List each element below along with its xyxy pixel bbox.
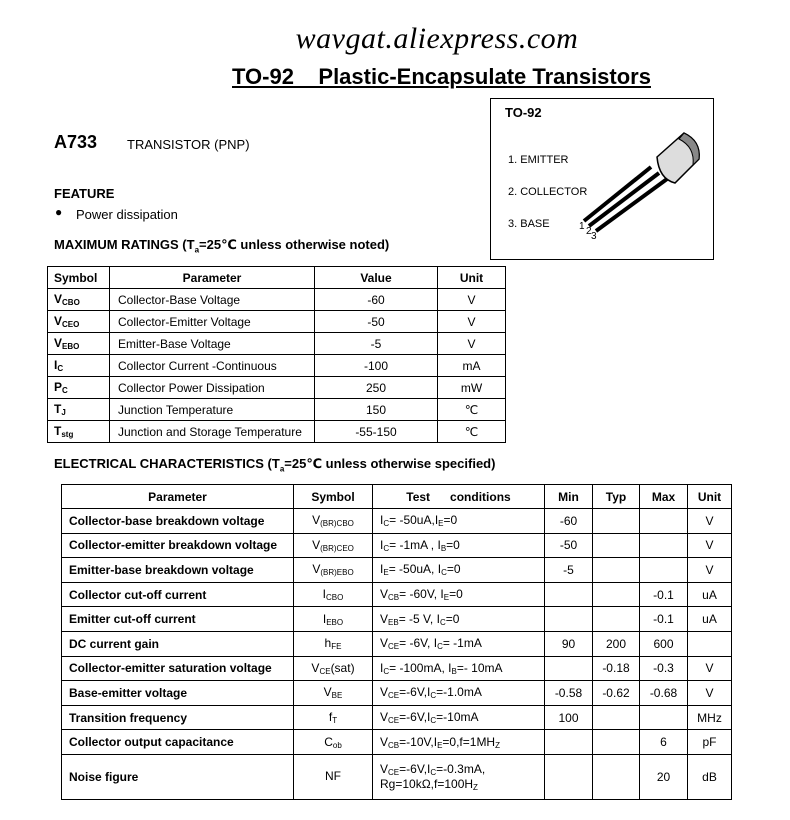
min-cell — [545, 754, 593, 799]
table-header-row — [62, 485, 732, 509]
conditions-cell: $V_{EB}= -5$ V, $I_C=0$ — [373, 607, 545, 632]
min-cell: -0.58 — [545, 681, 593, 706]
package-name: TO-92 — [505, 105, 542, 120]
parameter-cell: Emitter-base breakdown voltage — [62, 558, 294, 583]
max-cell — [640, 705, 688, 730]
parameter-cell: Collector-base breakdown voltage — [62, 509, 294, 534]
col-header: Unit — [688, 485, 732, 509]
typ-cell — [593, 582, 640, 607]
max-cell: 6 — [640, 730, 688, 755]
min-cell: -5 — [545, 558, 593, 583]
symbol-cell: $V_{CBO}$ — [48, 289, 110, 311]
unit-cell: V — [688, 558, 732, 583]
part-number: A733 — [54, 132, 98, 152]
table-row — [62, 681, 732, 706]
typ-cell — [593, 509, 640, 534]
table-row — [62, 730, 732, 755]
pin-label-collector: 2. COLLECTOR — [508, 186, 588, 198]
value-cell: -60 — [315, 289, 438, 311]
typ-cell: 200 — [593, 631, 640, 656]
symbol-cell: $V_{EBO}$ — [48, 333, 110, 355]
max-ratings-table — [47, 266, 506, 443]
max-cell — [640, 533, 688, 558]
parameter-cell: Collector-Emitter Voltage — [110, 311, 315, 333]
table-row — [62, 509, 732, 534]
col-header: Parameter — [62, 485, 294, 509]
symbol-cell: $V_{CEO}$ — [48, 311, 110, 333]
col-header: Test conditions — [373, 485, 545, 509]
symbol-cell: $V_{(BR)CBO}$ — [294, 509, 373, 534]
table-row — [62, 582, 732, 607]
min-cell: 100 — [545, 705, 593, 730]
min-cell: -50 — [545, 533, 593, 558]
package-diagram-box — [490, 98, 714, 260]
col-header: Value — [315, 267, 438, 289]
min-cell — [545, 656, 593, 681]
parameter-cell: Base-emitter voltage — [62, 681, 294, 706]
unit-cell: uA — [688, 607, 732, 632]
unit-cell: V — [438, 311, 506, 333]
electrical-characteristics-table — [61, 484, 732, 800]
typ-cell: -0.18 — [593, 656, 640, 681]
conditions-cell: $I_C= -50uA,I_E=0$ — [373, 509, 545, 534]
conditions-cell: $I_C= -1mA$ , $I_B=0$ — [373, 533, 545, 558]
typ-cell — [593, 607, 640, 632]
typ-cell: -0.62 — [593, 681, 640, 706]
parameter-cell: Transition frequency — [62, 705, 294, 730]
table-row — [62, 533, 732, 558]
conditions-cell: $V_{CE}=-6V,I_C=-0.3mA$, $Rg=10k\Omega,f=100H_Z$ — [373, 754, 545, 799]
pin-number-1: 1 — [579, 221, 585, 232]
feature-heading: FEATURE — [54, 186, 115, 201]
table-row — [48, 311, 506, 333]
value-cell: -50 — [315, 311, 438, 333]
symbol-cell: $I_{CBO}$ — [294, 582, 373, 607]
unit-cell — [688, 631, 732, 656]
max-cell — [640, 509, 688, 534]
value-cell: 250 — [315, 377, 438, 399]
table-header-row — [48, 267, 506, 289]
conditions-cell: $V_{CE}=-6V,I_C=-1.0mA$ — [373, 681, 545, 706]
max-cell — [640, 558, 688, 583]
symbol-cell: $V_{CE}(sat)$ — [294, 656, 373, 681]
conditions-cell: $V_{CB}=-10V,I_E=0,f=1MH_Z$ — [373, 730, 545, 755]
typ-cell — [593, 754, 640, 799]
parameter-cell: Collector output capacitance — [62, 730, 294, 755]
pin-number-3: 3 — [591, 231, 597, 242]
unit-cell: mA — [438, 355, 506, 377]
min-cell: -60 — [545, 509, 593, 534]
parameter-cell: DC current gain — [62, 631, 294, 656]
col-header: Unit — [438, 267, 506, 289]
unit-cell: V — [688, 656, 732, 681]
unit-cell: uA — [688, 582, 732, 607]
unit-cell: ℃ — [438, 399, 506, 421]
parameter-cell: Collector-emitter breakdown voltage — [62, 533, 294, 558]
symbol-cell: $V_{(BR)CEO}$ — [294, 533, 373, 558]
parameter-cell: Collector cut-off current — [62, 582, 294, 607]
symbol-cell: NF — [294, 754, 373, 799]
table-row — [48, 289, 506, 311]
electrical-characteristics-heading: ELECTRICAL CHARACTERISTICS ($T_a=25℃$ unless otherwise specified) — [54, 456, 496, 474]
unit-cell: dB — [688, 754, 732, 799]
col-header: Symbol — [294, 485, 373, 509]
max-cell: -0.3 — [640, 656, 688, 681]
symbol-cell: $V_{BE}$ — [294, 681, 373, 706]
max-ratings-heading: MAXIMUM RATINGS ($T_a=25℃$ unless otherwise noted) — [54, 237, 390, 255]
watermark: wavgat.aliexpress.com — [295, 22, 579, 55]
feature-item: Power dissipation — [76, 207, 178, 222]
table-row — [62, 607, 732, 632]
table-row — [62, 558, 732, 583]
unit-cell: V — [438, 333, 506, 355]
parameter-cell: Noise figure — [62, 754, 294, 799]
max-cell: -0.1 — [640, 607, 688, 632]
unit-cell: pF — [688, 730, 732, 755]
table-row — [48, 421, 506, 443]
symbol-cell: $I_C$ — [48, 355, 110, 377]
col-header: Symbol — [48, 267, 110, 289]
min-cell: 90 — [545, 631, 593, 656]
value-cell: -55-150 — [315, 421, 438, 443]
table-row — [48, 333, 506, 355]
col-header: Typ — [593, 485, 640, 509]
typ-cell — [593, 730, 640, 755]
parameter-cell: Emitter-Base Voltage — [110, 333, 315, 355]
min-cell — [545, 607, 593, 632]
pin-label-emitter: 1. EMITTER — [508, 154, 569, 166]
unit-cell: V — [688, 681, 732, 706]
unit-cell: V — [438, 289, 506, 311]
max-cell: 600 — [640, 631, 688, 656]
symbol-cell: $P_C$ — [48, 377, 110, 399]
table-row — [62, 656, 732, 681]
symbol-cell: $T_{stg}$ — [48, 421, 110, 443]
transistor-package-icon — [579, 127, 709, 247]
part-description: TRANSISTOR (PNP) — [127, 137, 250, 152]
table-row — [62, 754, 732, 799]
parameter-cell: Collector-Base Voltage — [110, 289, 315, 311]
typ-cell — [593, 533, 640, 558]
value-cell: -100 — [315, 355, 438, 377]
pin-number-2: 2 — [586, 226, 592, 237]
table-row — [48, 377, 506, 399]
conditions-cell: $V_{CE}= -6V$, $I_C= -1mA$ — [373, 631, 545, 656]
conditions-cell: $I_C= -100mA$, $I_B=-$ 10mA — [373, 656, 545, 681]
col-header: Max — [640, 485, 688, 509]
parameter-cell: Junction Temperature — [110, 399, 315, 421]
unit-cell: V — [688, 533, 732, 558]
symbol-cell: $h_{FE}$ — [294, 631, 373, 656]
max-cell: -0.68 — [640, 681, 688, 706]
col-header: Parameter — [110, 267, 315, 289]
typ-cell — [593, 558, 640, 583]
unit-cell: ℃ — [438, 421, 506, 443]
document-title: TO-92 Plastic-Encapsulate Transistors — [232, 64, 651, 89]
parameter-cell: Collector-emitter saturation voltage — [62, 656, 294, 681]
symbol-cell: $I_{EBO}$ — [294, 607, 373, 632]
symbol-cell: $C_{ob}$ — [294, 730, 373, 755]
min-cell — [545, 582, 593, 607]
pin-label-base: 3. BASE — [508, 218, 550, 230]
value-cell: -5 — [315, 333, 438, 355]
typ-cell — [593, 705, 640, 730]
unit-cell: MHz — [688, 705, 732, 730]
unit-cell: mW — [438, 377, 506, 399]
value-cell: 150 — [315, 399, 438, 421]
parameter-cell: Emitter cut-off current — [62, 607, 294, 632]
table-row — [48, 355, 506, 377]
min-cell — [545, 730, 593, 755]
bullet-icon: ● — [55, 205, 63, 219]
table-row — [48, 399, 506, 421]
parameter-cell: Junction and Storage Temperature — [110, 421, 315, 443]
symbol-cell: $V_{(BR)EBO}$ — [294, 558, 373, 583]
parameter-cell: Collector Power Dissipation — [110, 377, 315, 399]
unit-cell: V — [688, 509, 732, 534]
conditions-cell: $V_{CE}=-6V,I_C=-10mA$ — [373, 705, 545, 730]
col-header: Min — [545, 485, 593, 509]
table-row — [62, 705, 732, 730]
max-cell: -0.1 — [640, 582, 688, 607]
conditions-cell: $I_E= -50uA$, $I_C=0$ — [373, 558, 545, 583]
conditions-cell: $V_{CB}= -60V$, $I_E=0$ — [373, 582, 545, 607]
max-cell: 20 — [640, 754, 688, 799]
symbol-cell: $f_T$ — [294, 705, 373, 730]
parameter-cell: Collector Current -Continuous — [110, 355, 315, 377]
symbol-cell: $T_J$ — [48, 399, 110, 421]
table-row — [62, 631, 732, 656]
